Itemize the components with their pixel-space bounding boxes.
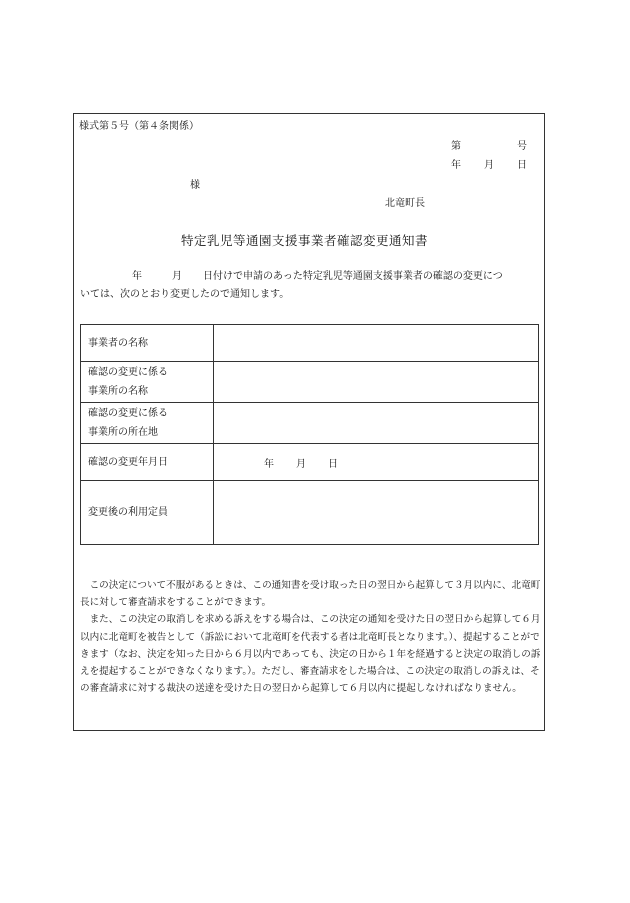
table-row (81, 362, 539, 403)
row-label-office-name: 確認の変更に係る 事業所の名称 (81, 362, 214, 403)
body-line1-year: 年 (132, 271, 142, 282)
info-table (80, 324, 539, 545)
row-value-change-date (214, 444, 539, 481)
row-value-office-name (214, 362, 539, 403)
appeal-note-1: この決定について不服があるときは、この通知書を受け取った日の翌日から起算して３月以内に、北竜町長に対して審査請求をすることができます。 (80, 580, 541, 609)
row-label-change-date: 確認の変更年月日 (81, 444, 214, 481)
change-date-year: 年 (264, 458, 274, 470)
row-value-office-address (214, 403, 539, 444)
date-day: 日 (517, 160, 527, 171)
body-line1-month: 月 (172, 271, 182, 282)
issuer: 北竜町長 (385, 198, 425, 209)
doc-no-prefix: 第 (451, 141, 461, 152)
form-number: 様式第５号（第４条関係） (79, 121, 199, 132)
row-label-capacity: 変更後の利用定員 (81, 481, 214, 545)
change-date-day: 日 (328, 458, 338, 470)
row-value-business-name (214, 325, 539, 362)
document-title: 特定乳児等通園支援事業者確認変更通知書 (181, 233, 429, 248)
body-line1-text: 日付けで申請のあった特定乳児等通園支援事業者の確認の変更につ (203, 271, 503, 282)
body-line2-text: いては、次のとおり変更したので通知します。 (80, 289, 290, 300)
doc-no-suffix: 号 (517, 141, 527, 152)
row-value-capacity (214, 481, 539, 545)
appeal-notes (80, 577, 542, 697)
date-month: 月 (484, 160, 494, 171)
table-row (81, 403, 539, 444)
table-row (81, 444, 539, 481)
change-date-month: 月 (296, 458, 306, 470)
date-year: 年 (451, 160, 461, 171)
table-row (81, 325, 539, 362)
appeal-note-2: また、この決定の取消しを求める訴えをする場合は、この決定の通知を受けた日の翌日から起算して６月以内に北竜町を被告として（訴訟において北竜町を代表する者は北竜町長となります。）、提起することができます（なお、決定を知った日から６月以内であっても、決定の日から１年を経過すると決定の取消しの訴えを提起することができなくなります。）。ただし、審査請求をした場合は、この決定の取消しの訴えは、その審査請求に対する裁決の送達を受けた日の翌日から起算して６月以内に提起しなければなりません。 (80, 614, 541, 695)
row-label-business-name: 事業者の名称 (81, 325, 214, 362)
row-label-office-address: 確認の変更に係る 事業所の所在地 (81, 403, 214, 444)
table-row (81, 481, 539, 545)
addressee-honorific: 様 (190, 180, 200, 191)
